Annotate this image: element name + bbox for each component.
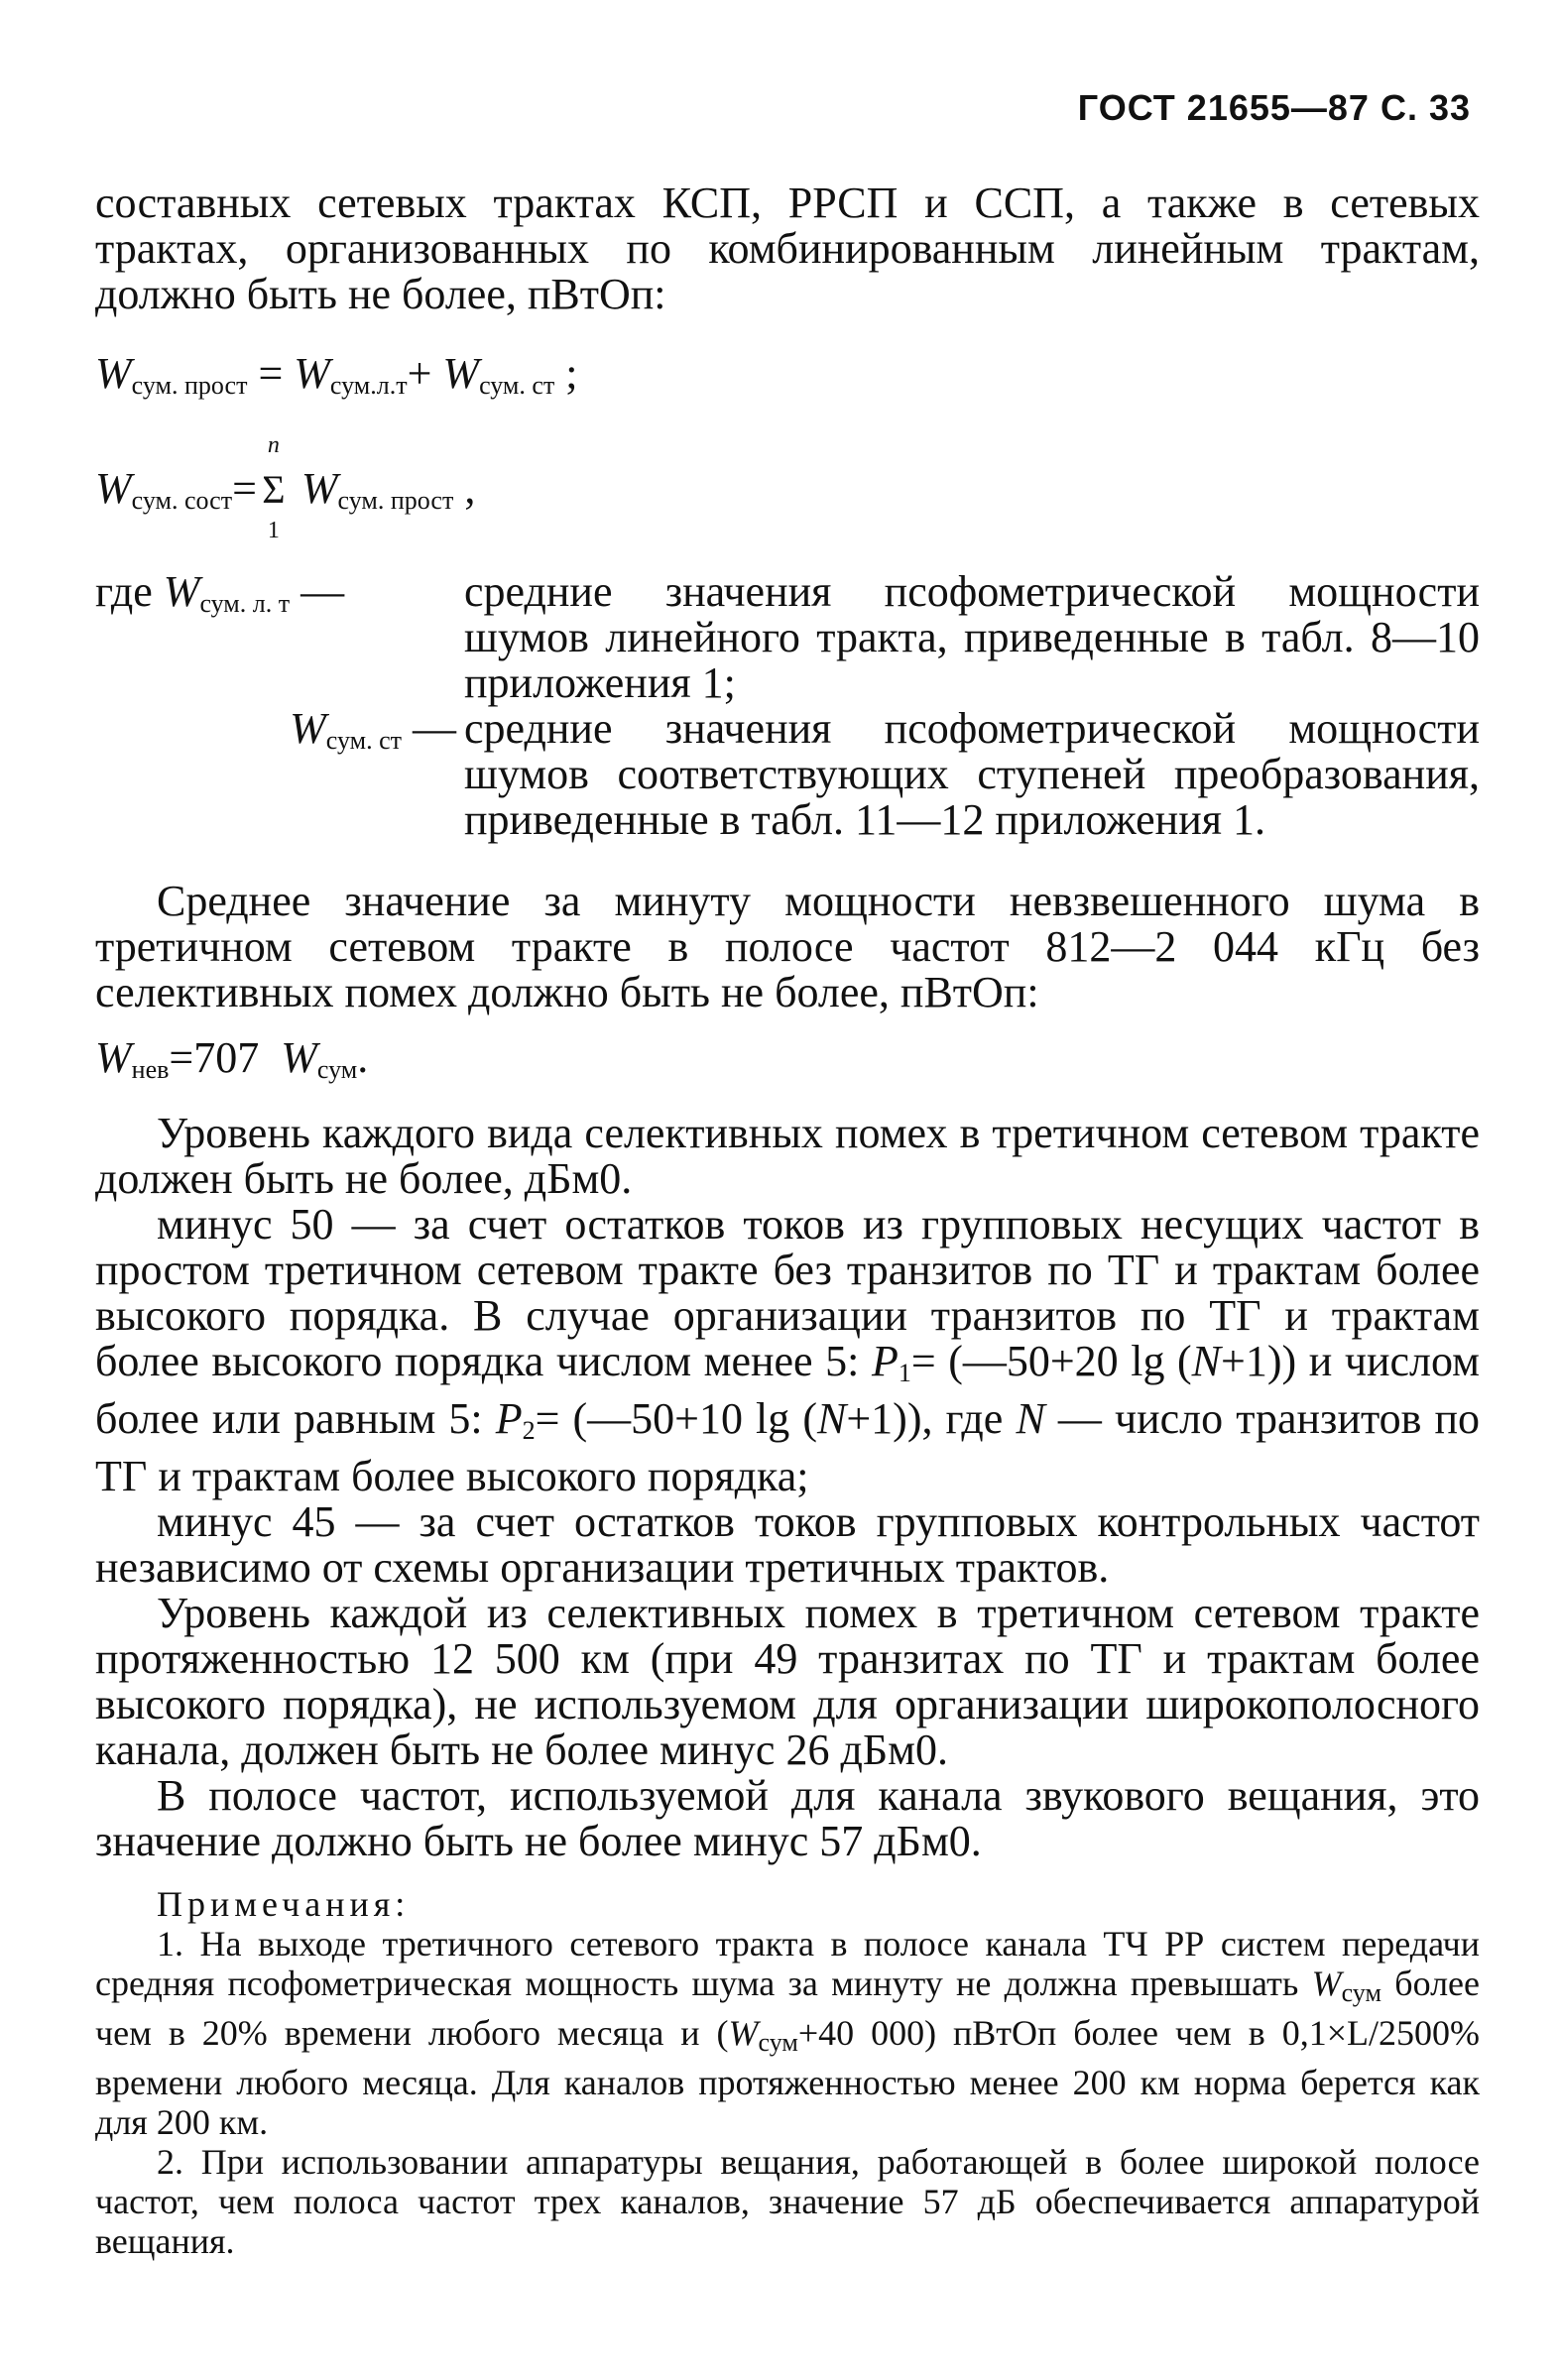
note-1: 1. На выходе третичного сетевого тракта в полосе канала ТЧ РР систем передачи средняя псофометрическая мощность шума за минуту не должна превышать Wсум более чем в 20% времени любого месяца и (Wсум+40 000) пВтОп более чем в 0,1×L/2500% времени любого месяца. Для каналов протяженностью менее 200 км норма берется как для 200 км. xyxy=(95,1924,1481,2142)
formula-sum-prost: $W_{сум. прост} = W_{сум.л.т}+ W_{сум. ст}$ ; xyxy=(95,349,578,400)
summation-sign: n Σ 1 xyxy=(262,432,286,543)
level-12500-paragraph: Уровень каждой из селективных помех в третичном сетевом тракте протяженностью 12 500 км (при 49 транзитах по ТГ и трактам более высокого порядка), не используемом для организации широкополосного канала, должен быть не более минус 26 дБм0. xyxy=(95,1589,1480,1774)
band-57-paragraph: В полосе частот, используемой для канала звукового вещания, это значение должно быть не более минус 57 дБм0. xyxy=(95,1771,1480,1865)
level-paragraph: Уровень каждого вида селективных помех в третичном сетевом тракте должен быть не более, дБм0. xyxy=(95,1109,1480,1203)
notes-title: Примечания: xyxy=(157,1884,411,1924)
intro-paragraph: составных сетевых трактах КСП, РРСП и ССП, а также в сетевых трактах, организованных по комбинированным линейным трактам, должно быть не более, пВтОп: xyxy=(95,178,1480,318)
page-header: ГОСТ 21655—87 С. 33 xyxy=(1077,87,1471,128)
formula-sum-sost: $W_{сум. сост}=$ n Σ 1 $W_{сум. прост}$ , xyxy=(95,432,476,543)
notes-section xyxy=(95,1884,1480,2261)
noise-paragraph: Среднее значение за минуту мощности невзвешенного шума в третичном сетевом тракте в полосе частот 812—2 044 кГц без селективных помех должно быть не более, пВтОп: xyxy=(95,877,1480,1016)
note-2: 2. При использовании аппаратуры вещания, работающей в более широкой полосе частот, чем полоса частот трех каналов, значение 57 дБ обеспечивается аппаратурой вещания. xyxy=(95,2142,1480,2261)
minus50-paragraph: минус 50 — за счет остатков токов из групповых несущих частот в простом третичном сетевом тракте без транзитов по ТГ и трактам более высокого порядка. В случае организации транзитов по ТГ и трактам более высокого порядка числом менее 5: P1= (—50+20 lg (N+1)) и числом более или равным 5: P2= (—50+10 lg (N+1)), где N — число транзитов по ТГ и трактам более высокого порядка; xyxy=(95,1200,1481,1500)
where-definition-2: $W_{сум. ст}$ — средние значения псофометрической мощности шумов соответствующих ступеней преобразования, приведенные в табл. 11—12 приложения 1. xyxy=(290,704,1480,844)
minus45-paragraph: минус 45 — за счет остатков токов групповых контрольных частот независимо от схемы организации третичных трактов. xyxy=(95,1497,1480,1592)
document-body xyxy=(95,180,1480,2261)
formula-nev: $W_{нев}=707$ $W_{сум}$. xyxy=(95,1033,369,1084)
where-definition-1: где $W_{сум. л. т}$ — средние значения псофометрической мощности шумов линейного тракта, приведенные в табл. 8—10 приложения 1; xyxy=(95,567,1480,707)
